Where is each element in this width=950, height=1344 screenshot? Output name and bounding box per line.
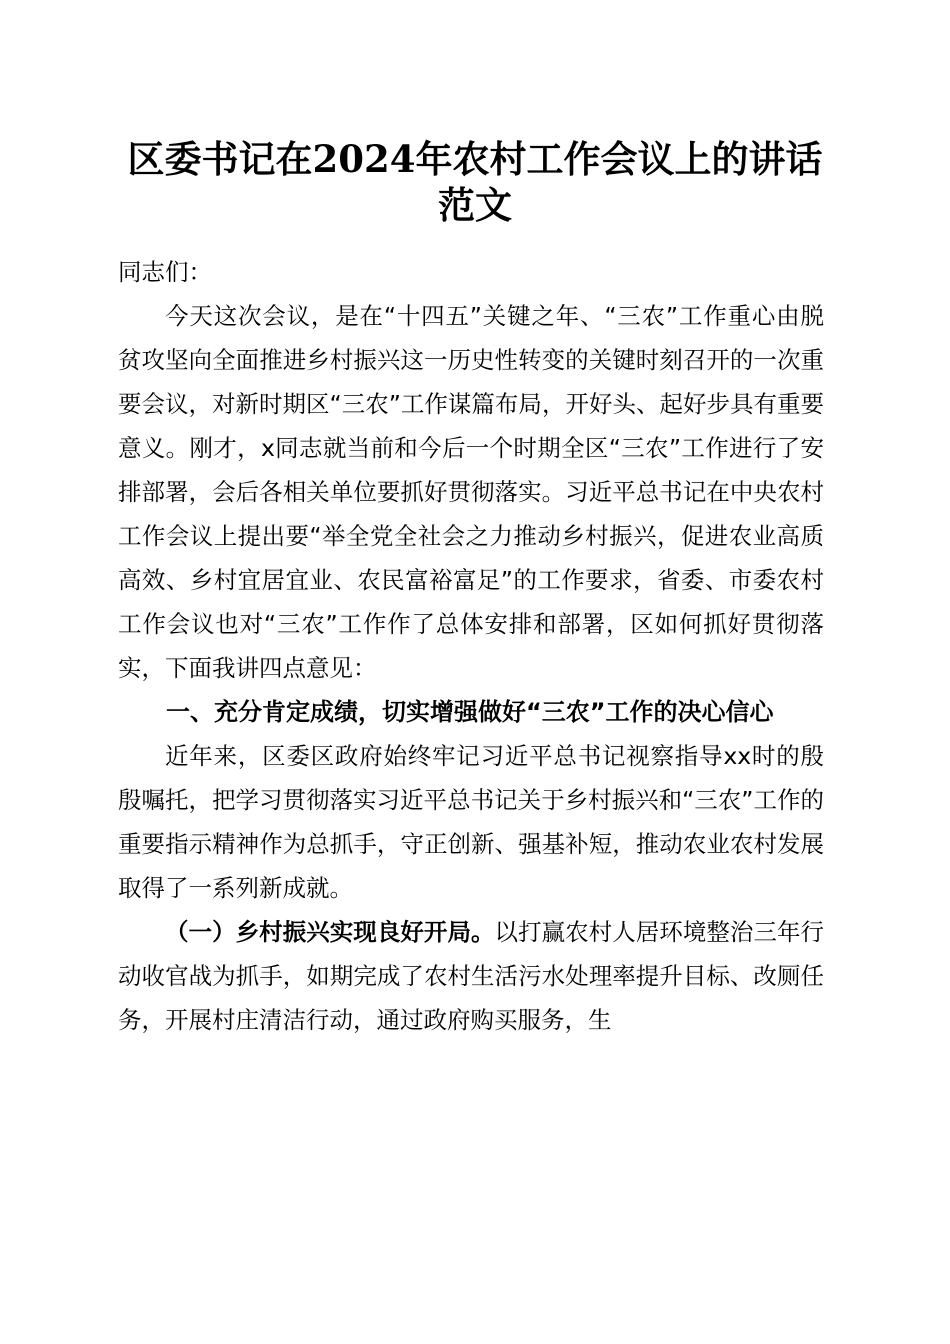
subsection-text-1: 以打赢农村人居环境整治三年行动收官战为抓手，如期完成了农村生活污水处理率提升目标、改厕任务，开展村庄清洁行动，通过政府购买服务，生	[118, 918, 825, 1034]
section-heading-1: 一、充分肯定成绩，切实增强做好“三农”工作的决心信心	[166, 698, 774, 726]
document-title: 区委书记在2024年农村工作会议上的讲话范文	[127, 137, 823, 227]
document-body	[118, 250, 824, 1042]
achievements-paragraph: 近年来，区委区政府始终牢记习近平总书记视察指导xx时的殷殷嘱托，把学习贯彻落实习近平总书记关于乡村振兴和“三农”工作的重要指示精神作为总抓手，守正创新、强基补短，推动农业农村发展取得了一系列新成就。	[118, 742, 824, 902]
subsection-paragraph-1	[118, 910, 824, 1042]
subsection-heading-1: （一）乡村振兴实现良好开局。	[165, 918, 495, 946]
salutation: 同志们：	[118, 258, 212, 286]
intro-paragraph: 今天这次会议，是在“十四五”关键之年、“三农”工作重心由脱贫攻坚向全面推进乡村振兴这一历史性转变的关键时刻召开的一次重要会议，对新时期区“三农”工作谋篇布局，开好头、起好步具有重要意义。刚才，x同志就当前和今后一个时期全区“三农”工作进行了安排部署，会后各相关单位要抓好贯彻落实。习近平总书记在中央农村工作会议上提出要“举全党全社会之力推动乡村振兴，促进农业高质高效、乡村宜居宜业、农民富裕富足”的工作要求，省委、市委农村工作会议也对“三农”工作作了总体安排和部署，区如何抓好贯彻落实，下面我讲四点意见：	[118, 302, 824, 682]
